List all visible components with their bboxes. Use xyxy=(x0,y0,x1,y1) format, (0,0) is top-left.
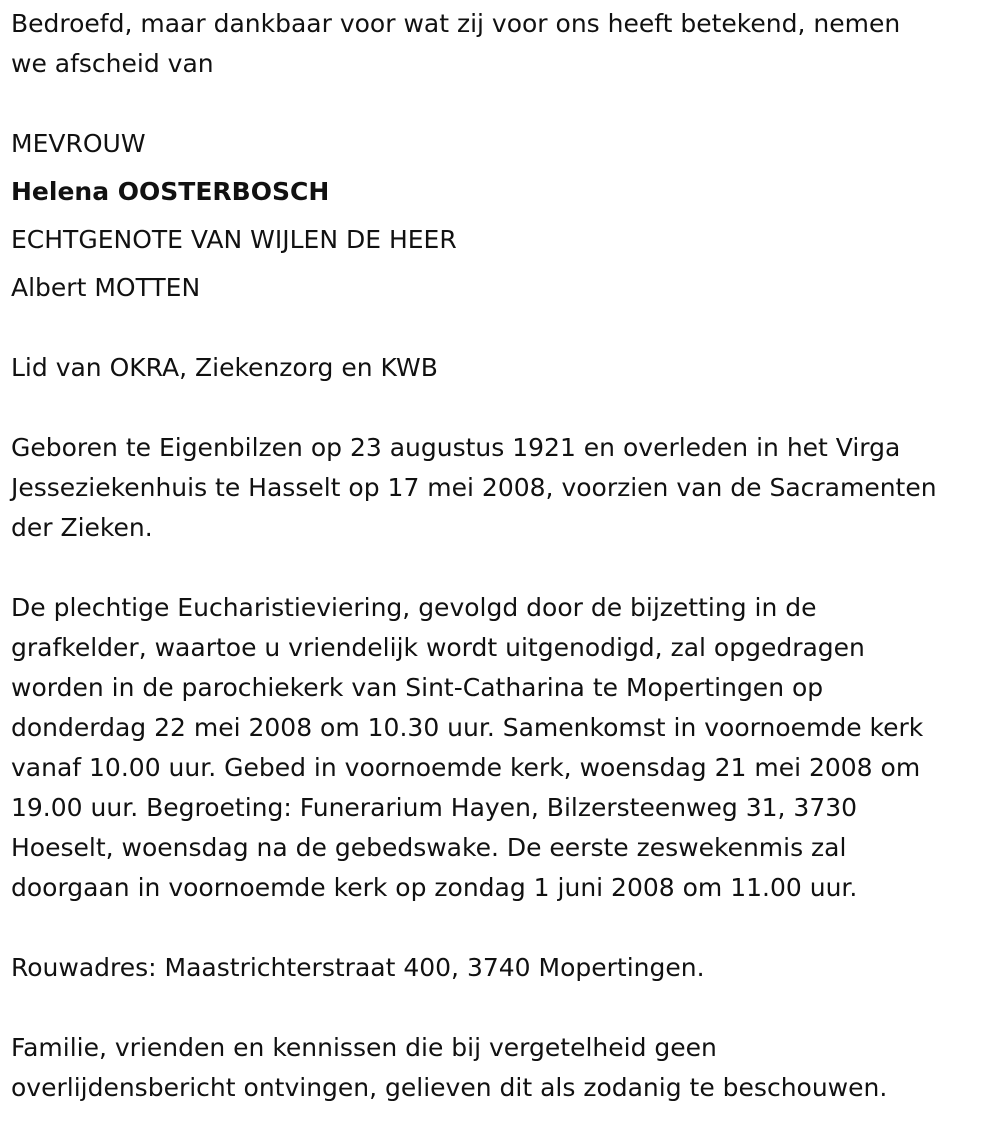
paragraph-gap xyxy=(11,908,991,948)
intro-line-2: we afscheid van xyxy=(11,49,214,78)
ceremony-line-2: grafkelder, waartoe u vriendelijk wordt uitgenodigd, zal opgedragen xyxy=(11,633,865,662)
deceased-block xyxy=(11,124,991,308)
ceremony-line-3: worden in de parochiekerk van Sint-Catharina te Mopertingen op xyxy=(11,673,824,702)
paragraph-gap xyxy=(11,988,991,1028)
obituary-text xyxy=(11,4,991,1108)
paragraph-gap xyxy=(11,84,991,124)
deceased-spouse: Albert MOTTEN xyxy=(11,273,201,302)
ceremony-line-6: 19.00 uur. Begroeting: Funerarium Hayen, Bilzersteenweg 31, 3730 xyxy=(11,793,858,822)
paragraph-gap xyxy=(11,308,991,348)
ceremony-line-7: Hoeselt, woensdag na de gebedswake. De eerste zeswekenmis zal xyxy=(11,833,847,862)
deceased-relation: ECHTGENOTE VAN WIJLEN DE HEER xyxy=(11,225,457,254)
birth-death-paragraph xyxy=(11,428,991,548)
birth-death-line-1: Geboren te Eigenbilzen op 23 augustus 1921 en overleden in het Virga xyxy=(11,433,901,462)
notice-line-1: Familie, vrienden en kennissen die bij vergetelheid geen xyxy=(11,1033,717,1062)
ceremony-line-1: De plechtige Eucharistieviering, gevolgd door de bijzetting in de xyxy=(11,593,817,622)
intro-paragraph xyxy=(11,4,991,84)
ceremony-paragraph xyxy=(11,588,991,908)
mourning-address-paragraph xyxy=(11,948,991,988)
paragraph-gap xyxy=(11,548,991,588)
birth-death-line-3: der Zieken. xyxy=(11,513,153,542)
deceased-title: MEVROUW xyxy=(11,129,146,158)
birth-death-line-2: Jesseziekenhuis te Hasselt op 17 mei 2008, voorzien van de Sacramenten xyxy=(11,473,937,502)
intro-line-1: Bedroefd, maar dankbaar voor wat zij voor ons heeft betekend, nemen xyxy=(11,9,901,38)
paragraph-gap xyxy=(11,388,991,428)
membership-line: Lid van OKRA, Ziekenzorg en KWB xyxy=(11,353,438,382)
notice-line-2: overlijdensbericht ontvingen, gelieven dit als zodanig te beschouwen. xyxy=(11,1073,888,1102)
deceased-name: Helena OOSTERBOSCH xyxy=(11,177,330,206)
ceremony-line-8: doorgaan in voornoemde kerk op zondag 1 juni 2008 om 11.00 uur. xyxy=(11,873,858,902)
notice-paragraph xyxy=(11,1028,991,1108)
ceremony-line-5: vanaf 10.00 uur. Gebed in voornoemde kerk, woensdag 21 mei 2008 om xyxy=(11,753,921,782)
ceremony-line-4: donderdag 22 mei 2008 om 10.30 uur. Samenkomst in voornoemde kerk xyxy=(11,713,924,742)
membership-paragraph xyxy=(11,348,991,388)
mourning-address-line: Rouwadres: Maastrichterstraat 400, 3740 Mopertingen. xyxy=(11,953,705,982)
